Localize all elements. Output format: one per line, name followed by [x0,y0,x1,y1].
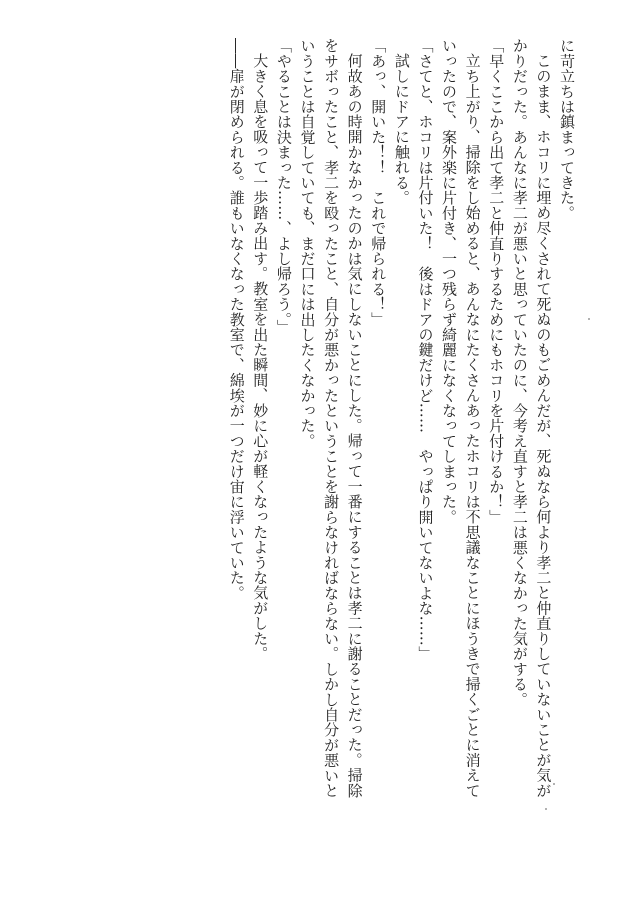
text-line-3: かりだった。あんなに孝二が悪いと思っていたのに、今考え直すと孝二は悪くなかった気がする。 [510,38,529,707]
text-line-5: 立ち上がり、掃除をし始めると、あんなにたくさんあったホコリは不思議なことにほうきで掃くごとに消えて [463,53,482,798]
text-line-11: をサボったこと、孝二を殴ったこと、自分が悪かったということを謝らなければならない。しかし自分が悪いと [322,38,341,798]
text-line-1: に苛立ちは鎮まってきた。 [558,38,576,221]
text-line-8: 試しにドアに触れる。 [392,53,411,205]
text-line-9: 「あっ、開いた！！ これで帰られる！」 [369,38,388,327]
scan-speck [588,318,590,320]
text-line-13: 「やることは決まった……、よし帰ろう。」 [274,38,293,335]
text-line-6: いったので、案外楽に片付き、一つ残らず綺麗になくなってしまった。 [440,38,459,525]
text-line-15: ――扉が閉められる。誰もいなくなった教室で、綿埃が一つだけ宙に浮いていた。 [227,38,246,601]
text-line-2: このまま、ホコリに埋め尽くされて死ぬのもごめんだが、死ぬなら何より孝二と仲直りしていないことが気が [534,53,553,798]
text-line-10: 何故あの時開かなかったのかは気にしないことにした。帰って一番にすることは孝二に謝ることだった。掃除 [345,53,364,798]
vertical-text-body [58,38,578,798]
text-line-4: 「早くここから出て孝二と仲直りするためにもホコリを片付けるか！」 [487,38,506,525]
scan-speck [545,808,547,810]
text-line-7: 「さてと、ホコリは片付いた！ 後はドアの鍵だけど…… やっぱり開いてないよな……」 [416,38,435,662]
text-line-14: 大きく息を吸って一歩踏み出す。教室を出た瞬間、妙に心が軽くなったような気がした。 [251,53,270,661]
scan-speck [553,783,555,785]
text-line-12: いうことは自覚していても、まだ口には出したくなかった。 [298,38,317,449]
